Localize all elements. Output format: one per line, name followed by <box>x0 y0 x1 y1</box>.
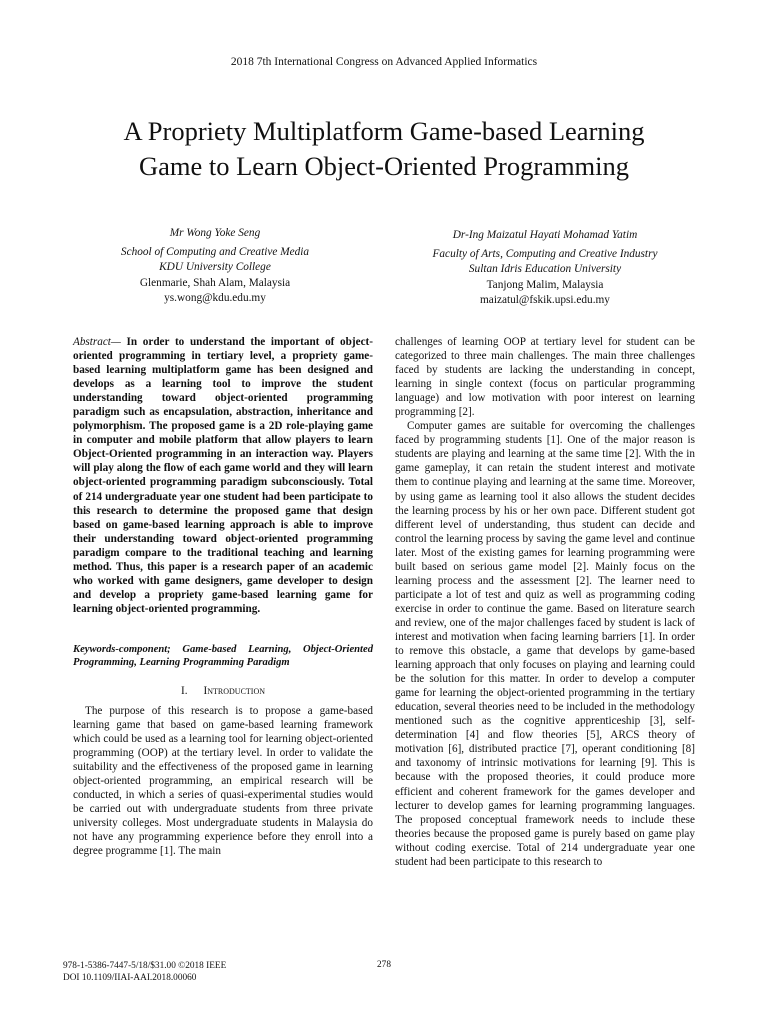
section-heading <box>73 684 373 698</box>
author-department: School of Computing and Creative Media <box>120 245 310 258</box>
intro-paragraph: The purpose of this research is to propose a game-based learning game that based on game-based learning framework which could be used as a learning tool for learning object-oriented programming (OOP) at the tertiary level. In order to validate the suitability and the effectiveness of the proposed game in learning object-oriented programming, an empirical research will be conducted, in which a series of quasi-experimental studies would be carried out with undergraduate students from three private university colleges. Most undergraduate students in Malaysia do not have any programming experience before they enroll into a degree programme [1]. The main <box>73 704 373 858</box>
author-location: Tanjong Malim, Malaysia <box>486 278 604 291</box>
author-location: Glenmarie, Shah Alam, Malaysia <box>139 276 291 289</box>
conference-header: 2018 7th International Congress on Advanced Applied Informatics <box>230 56 538 68</box>
author-institution: KDU University College <box>159 261 271 274</box>
author-department: Faculty of Arts, Computing and Creative Industry <box>432 247 658 260</box>
author-email: maizatul@fskik.upsi.edu.my <box>480 294 610 307</box>
author-institution: Sultan Idris Education University <box>468 263 622 276</box>
footer-doi: DOI 10.1109/IIAI-AAI.2018.00060 <box>63 973 197 983</box>
abstract <box>73 335 373 616</box>
paper-title <box>40 114 728 184</box>
section-title: Introduction <box>203 684 266 697</box>
title-line-1: A Propriety Multiplatform Game-based Learning <box>123 116 645 146</box>
intro-paragraph-continued: challenges of learning OOP at tertiary level for student can be categorized to three main challenges. The main three challenges faced by students are lacking the understanding in concept, learning in single context (focus on particular programming language) and low motivation with poor interest on learning programming [2]. <box>395 336 695 419</box>
author-block-2 <box>390 228 700 309</box>
author-email: ys.wong@kdu.edu.my <box>164 292 266 305</box>
author-block-1 <box>70 226 360 307</box>
footer-isbn: 978-1-5386-7447-5/18/$31.00 ©2018 IEEE <box>63 961 227 971</box>
author-name: Mr Wong Yoke Seng <box>169 227 261 239</box>
keywords: Keywords-component; Game-based Learning, Object-Oriented Programming, Learning Programming Paradigm <box>73 643 373 669</box>
section-number: I. <box>180 684 188 697</box>
right-column <box>395 335 695 869</box>
title-line-2: Game to Learn Object-Oriented Programming <box>138 151 630 181</box>
abstract-lead: Abstract— <box>73 336 121 348</box>
abstract-text: In order to understand the important of object-oriented programming in tertiary level, a propriety game-based learning multiplatform game has been designed and develops as a learning tool to improve the student understanding toward object-oriented programming paradigm such as encapsulation, abstraction, inheritance and polymorphism. The proposed game is a 2D role-playing game in computer and mobile platform that allow players to learn Object-Oriented programming in an interaction way. Players will play along the flow of each game world and they will learn object-oriented programming paradigm subconsciously. Total of 214 undergraduate year one student had been participate to this research to determine the proposed game that design based on game-based learning approach is able to improve their understanding toward object-oriented programming paradigm compare to the traditional teaching and learning method. Thus, this paper is a research paper of an academic who worked with game designers, game developer to design and develop a propriety game-based learning game for learning object-oriented programming. <box>73 336 373 615</box>
author-name: Dr-Ing Maizatul Hayati Mohamad Yatim <box>452 229 638 241</box>
left-column <box>73 335 373 859</box>
intro-paragraph-2: Computer games are suitable for overcoming the challenges faced by programming students [1]. One of the major reason is students are playing and learning at the same time [2]. With the in game gameplay, it can retain the student interest and motivate them to continue playing and learning at the same time. Moreover, by using game as learning tool it also allows the student decides the learning process by his or her own pace. Different student got different level of understanding, thus student can decide and control the learning process by saving the game level and continue later. Most of the existing games for learning programming were built based on serious game model [2]. Mainly focus on the learning process and the assessment [2]. The learner need to participate a lot of test and quiz as well as programming coding exercise in order to continue the game. Based on literature search and review, one of the major challenges faced by student is lack of interest and motivation when facing learning barriers [1]. In order to remove this obstacle, a game that develops by game-based learning approach that only focuses on playing and learning could be the solution for this matter. In order to develop a computer game for learning the object-oriented programming in the tertiary education, several theories need to be included in the methodology mentioned such as the cognitive apprenticeship [3], self-determination [4] and flow theories [5], ARCS theory of motivation [6], distributed practice [7], operant conditioning [8] and taxonomy of intrinsic motivations for learning [9]. This is because with the proposed theories, it could produce more efficient and coherent framework for the games developer and lecturer to develop games for learning programming languages. The proposed conceptual framework needs to include these theories because the proposed game is purely based on game play without coding exercise. Total of 214 undergraduate year one student had been participate to this research to <box>395 420 695 868</box>
page-number: 278 <box>377 960 391 970</box>
